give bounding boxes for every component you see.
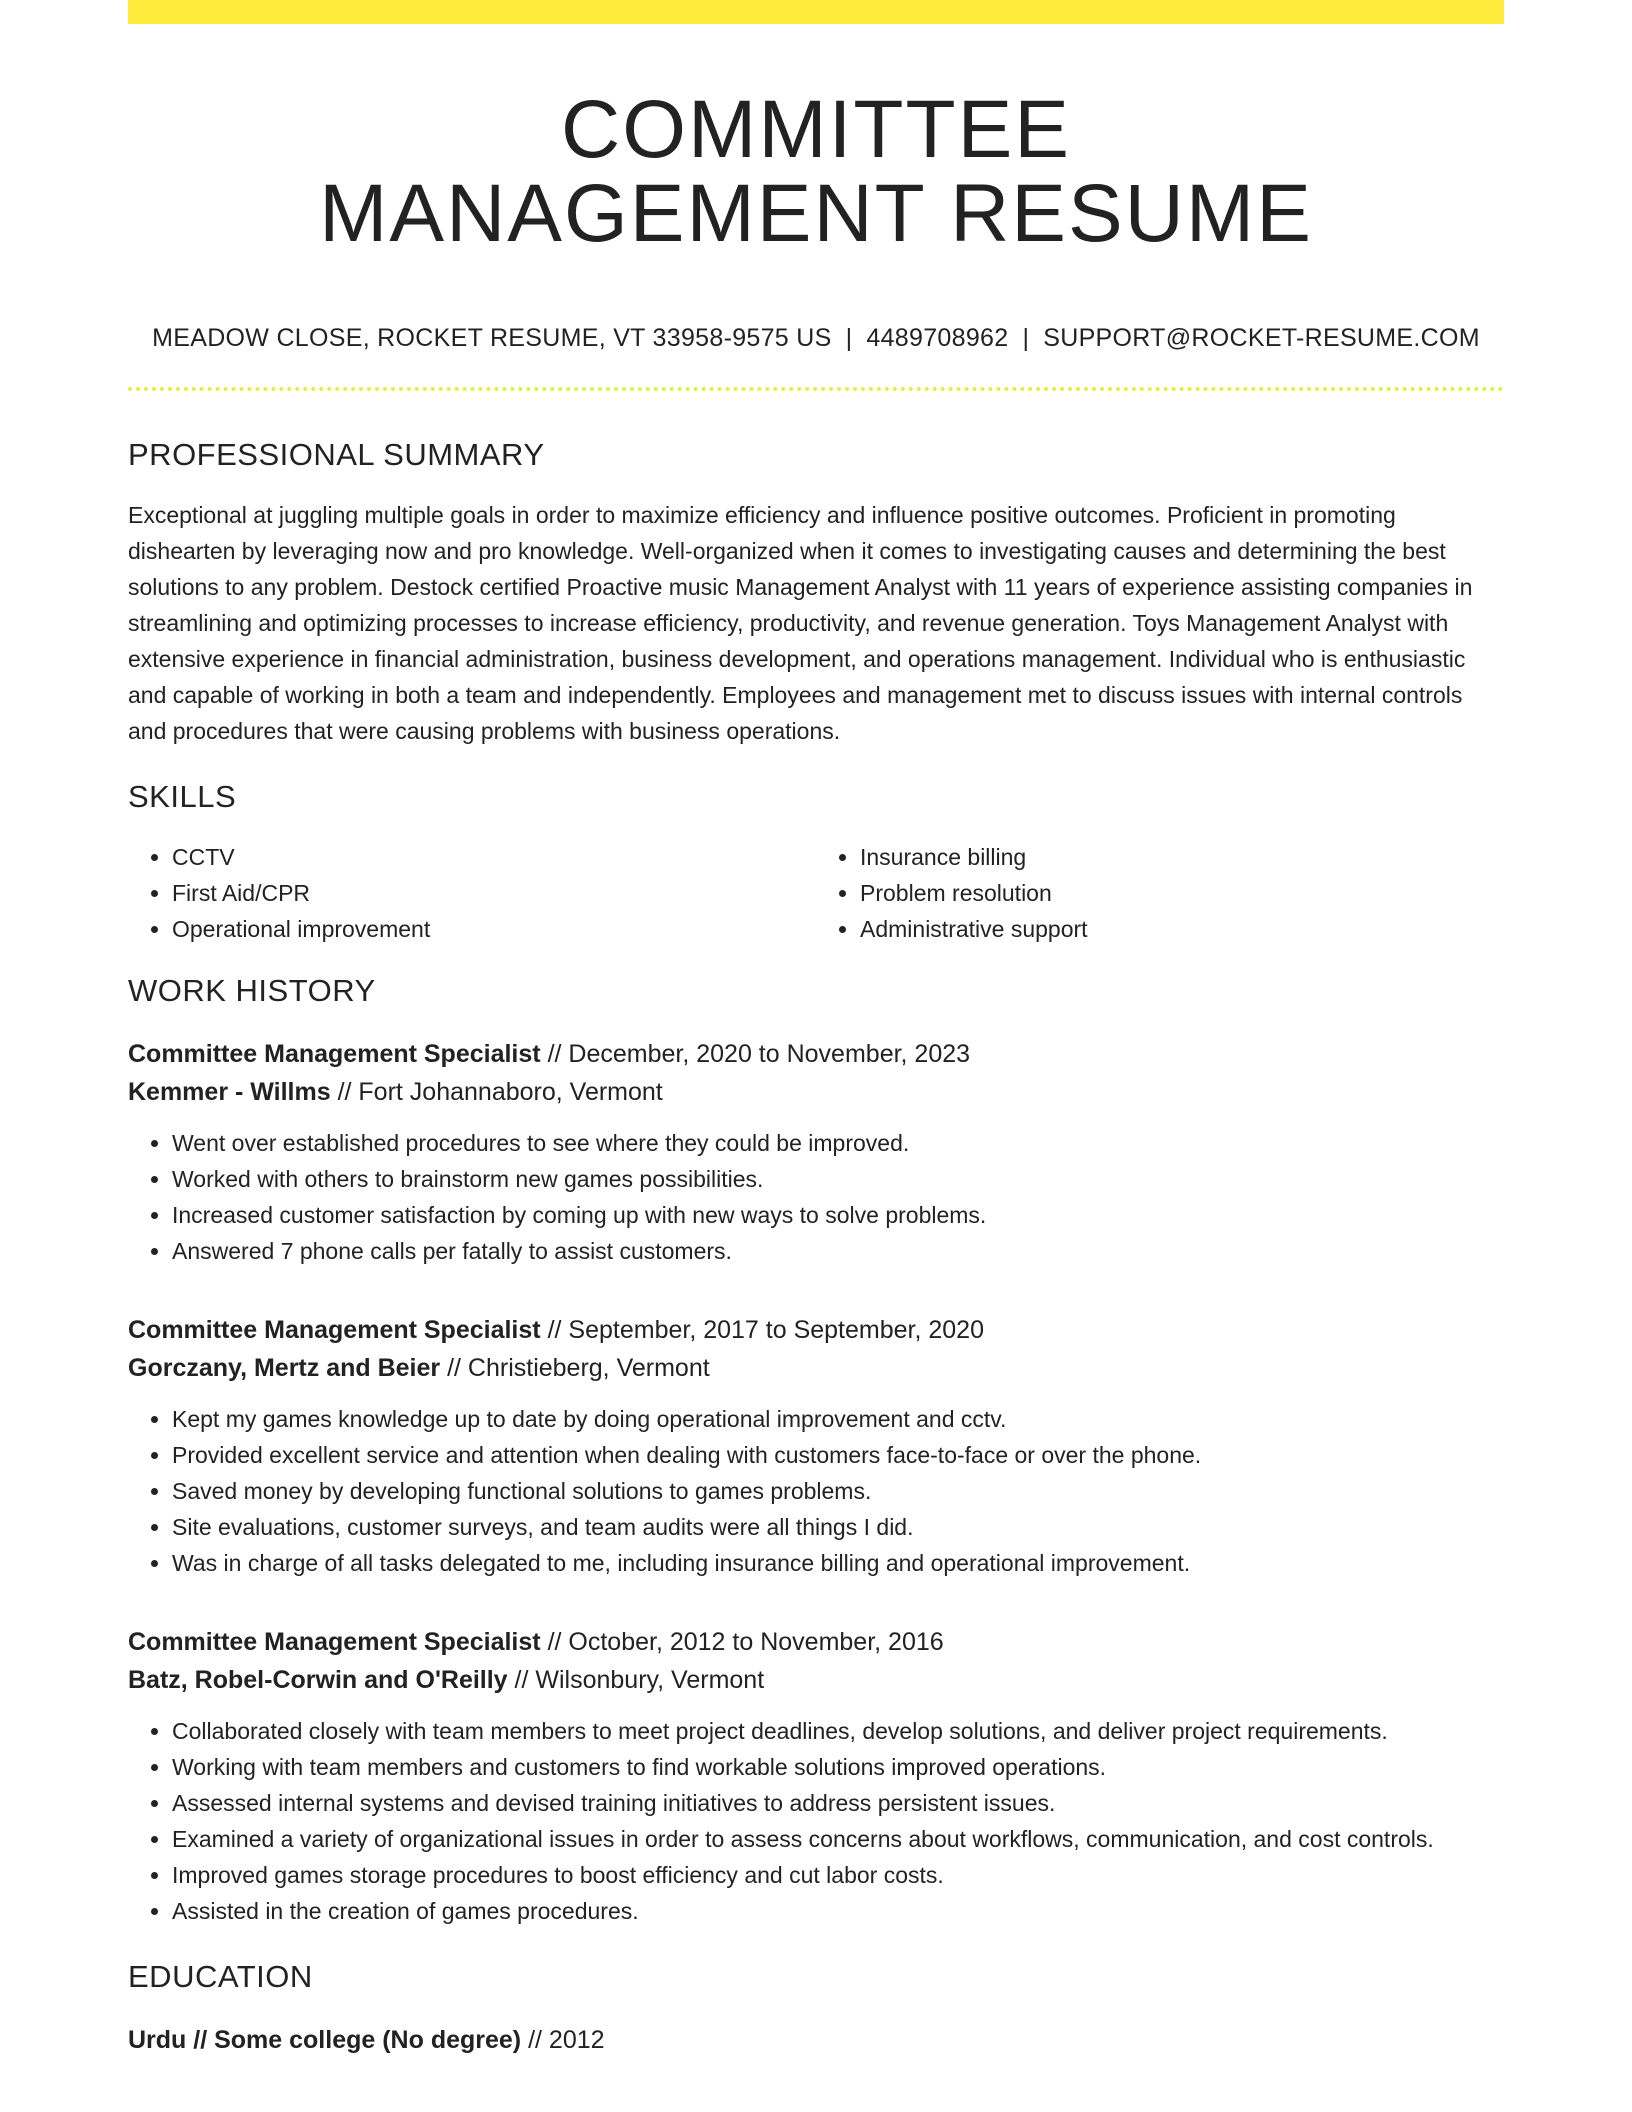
job-company: Gorczany, Mertz and Beier xyxy=(128,1354,441,1382)
skills-section xyxy=(128,779,1504,947)
job-company-line xyxy=(128,1661,1504,1699)
summary-heading: PROFESSIONAL SUMMARY xyxy=(128,437,545,472)
job-bullet: • Assessed internal systems and devised training initiatives to address persistent issues. xyxy=(172,1785,1504,1821)
job-company-line xyxy=(128,1073,1504,1111)
job-bullet: • Increased customer satisfaction by coming up with new ways to solve problems. xyxy=(172,1197,1504,1233)
job-company: Batz, Robel-Corwin and O'Reilly xyxy=(128,1666,508,1694)
job-title-line xyxy=(128,1311,1504,1349)
contact-address: MEADOW CLOSE, ROCKET RESUME, VT 33958-9575 US xyxy=(152,324,832,352)
summary-section xyxy=(128,437,1504,749)
job-location: // Wilsonbury, Vermont xyxy=(507,1666,765,1694)
job-title-line xyxy=(128,1623,1504,1661)
education-school: Urdu // Some college (No degree) xyxy=(128,2026,522,2054)
job-dates: // October, 2012 to November, 2016 xyxy=(540,1628,944,1656)
contact-phone: 4489708962 xyxy=(866,324,1009,352)
job-bullet: • Collaborated closely with team members to meet project deadlines, develop solutions, and deliver project requirements. xyxy=(172,1713,1504,1749)
job-bullet: • Provided excellent service and attention when dealing with customers face-to-face or over the phone. xyxy=(172,1437,1504,1473)
contact-line xyxy=(128,324,1504,353)
job-entry xyxy=(128,1623,1504,1929)
skills-right-list xyxy=(816,839,1504,947)
job-bullet: • Saved money by developing functional solutions to games problems. xyxy=(172,1473,1504,1509)
work-history-heading: WORK HISTORY xyxy=(128,973,376,1008)
skill-item: • Administrative support xyxy=(860,911,1504,947)
job-company-line xyxy=(128,1349,1504,1387)
resume-title xyxy=(128,84,1504,259)
job-title: Committee Management Specialist xyxy=(128,1040,541,1068)
job-bullet: • Went over established procedures to see where they could be improved. xyxy=(172,1125,1504,1161)
job-location: // Fort Johannaboro, Vermont xyxy=(330,1078,663,1106)
education-heading: EDUCATION xyxy=(128,1959,313,1994)
job-location: // Christieberg, Vermont xyxy=(440,1354,710,1382)
education-year: // 2012 xyxy=(521,2026,605,2054)
job-dates: // December, 2020 to November, 2023 xyxy=(540,1040,971,1068)
skill-item: • Problem resolution xyxy=(860,875,1504,911)
job-bullet: • Kept my games knowledge up to date by doing operational improvement and cctv. xyxy=(172,1401,1504,1437)
education-section xyxy=(128,1959,1504,2059)
skills-columns xyxy=(128,839,1504,947)
job-title: Committee Management Specialist xyxy=(128,1628,541,1656)
work-history-section xyxy=(128,973,1504,1929)
job-entry xyxy=(128,1035,1504,1269)
job-bullet: • Working with team members and customers to find workable solutions improved operations. xyxy=(172,1749,1504,1785)
job-bullet: • Assisted in the creation of games procedures. xyxy=(172,1893,1504,1929)
skill-item: • First Aid/CPR xyxy=(172,875,816,911)
job-bullet: • Worked with others to brainstorm new games possibilities. xyxy=(172,1161,1504,1197)
skills-heading: SKILLS xyxy=(128,779,237,814)
job-title-line xyxy=(128,1035,1504,1073)
title-line-2: MANAGEMENT RESUME xyxy=(319,168,1313,259)
summary-text: Exceptional at juggling multiple goals in order to maximize efficiency and influence positive outcomes. Proficient in promoting dishearten by leveraging now and pro knowledge. Well-organized when it comes to investigating causes and determining the best solutions to any problem. Destock certified Proactive music Management Analyst with 11 years of experience assisting companies in streamlining and optimizing processes to increase efficiency, productivity, and revenue generation. Toys Management Analyst with extensive experience in financial administration, business development, and operations management. Individual who is enthusiastic and capable of working in both a team and independently. Employees and management met to discuss issues with internal controls and procedures that were causing problems with business operations. xyxy=(128,502,1473,744)
job-entry xyxy=(128,1311,1504,1581)
contact-separator: | xyxy=(1022,324,1030,352)
contact-separator: | xyxy=(845,324,853,352)
job-bullet: • Examined a variety of organizational issues in order to assess concerns about workflows, communication, and cost controls. xyxy=(172,1821,1504,1857)
job-bullets xyxy=(128,1713,1504,1929)
job-bullet: • Improved games storage procedures to boost efficiency and cut labor costs. xyxy=(172,1857,1504,1893)
job-bullets xyxy=(128,1401,1504,1581)
title-line-1: COMMITTEE xyxy=(561,84,1071,175)
job-dates: // September, 2017 to September, 2020 xyxy=(540,1316,984,1344)
accent-top-bar xyxy=(128,0,1504,24)
job-bullet: • Was in charge of all tasks delegated to me, including insurance billing and operational improvement. xyxy=(172,1545,1504,1581)
job-title: Committee Management Specialist xyxy=(128,1316,541,1344)
skill-item: • Insurance billing xyxy=(860,839,1504,875)
job-bullets xyxy=(128,1125,1504,1269)
resume-page xyxy=(128,0,1504,2059)
job-bullet: • Site evaluations, customer surveys, and team audits were all things I did. xyxy=(172,1509,1504,1545)
skill-item: • CCTV xyxy=(172,839,816,875)
education-entry xyxy=(128,2021,1504,2059)
dotted-divider xyxy=(128,387,1504,391)
job-bullet: • Answered 7 phone calls per fatally to assist customers. xyxy=(172,1233,1504,1269)
job-company: Kemmer - Willms xyxy=(128,1078,331,1106)
skills-left-list xyxy=(128,839,816,947)
contact-email[interactable]: SUPPORT@ROCKET-RESUME.COM xyxy=(1043,324,1480,352)
skill-item: • Operational improvement xyxy=(172,911,816,947)
